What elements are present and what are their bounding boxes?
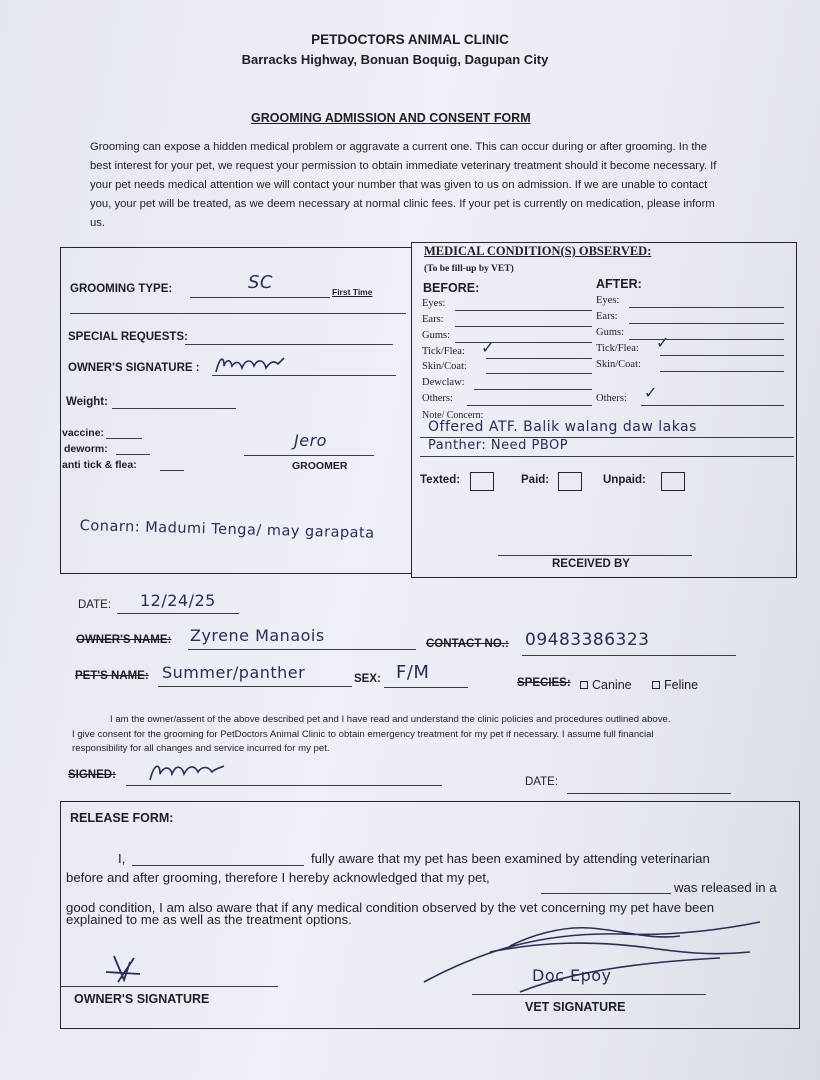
before-item-label: Tick/Flea: [422, 346, 465, 357]
species-feline-option[interactable] [652, 678, 698, 692]
before-item-line[interactable] [486, 358, 592, 359]
before-item-label: Skin/Coat: [422, 361, 467, 372]
note-line-1: Offered ATF. Balik walang daw lakas [428, 419, 697, 435]
after-item-label: Ears: [596, 311, 618, 322]
feline-checkbox[interactable] [652, 681, 660, 689]
medical-subtitle: (To be fill-up by VET) [424, 264, 514, 274]
before-label: BEFORE: [423, 281, 480, 295]
before-item-line[interactable] [474, 389, 592, 390]
grooming-type-label: GROOMING TYPE: [70, 283, 173, 295]
before-item-label: Others: [422, 393, 453, 404]
date-label: DATE: [78, 599, 112, 611]
after-item-line[interactable] [641, 405, 784, 406]
release-line-2b: was released in a [674, 880, 777, 895]
form-title: GROOMING ADMISSION AND CONSENT FORM [251, 111, 531, 125]
concern-note: Conarn: Madumi Tenga/ may garapata [79, 518, 375, 542]
paid-label: Paid: [521, 474, 550, 486]
groomer-value: Jero [294, 431, 327, 450]
texted-label: Texted: [420, 474, 461, 486]
before-item-line[interactable] [467, 405, 592, 406]
special-requests-label: SPECIAL REQUESTS: [68, 331, 188, 343]
consent-date-label: DATE: [525, 776, 559, 788]
unpaid-label: Unpaid: [603, 474, 646, 486]
note-line-2: Panther: Need PBOP [428, 438, 569, 453]
anti-tick-label: anti tick & flea: [62, 459, 137, 471]
consent-line-3: responsibility for all changes and service incurred for my pet. [72, 743, 330, 754]
grooming-type-value: SC [248, 272, 273, 293]
before-item-line[interactable] [455, 342, 592, 343]
clinic-address: Barracks Highway, Bonuan Boquig, Dagupan City [241, 52, 549, 67]
before-item-line[interactable] [486, 373, 592, 374]
clinic-name: PETDOCTORS ANIMAL CLINIC [311, 32, 509, 47]
before-item-line[interactable] [455, 310, 592, 311]
after-item-label: Gums: [596, 327, 625, 338]
intro-paragraph: Grooming can expose a hidden medical problem or aggravate a current one. This can occur during or after grooming. In the best interest for your pet, we request your permission to obtain immediate veterinary treatment should it become necessary. If your pet needs medical attention we will contact your number that was given to us on admission. If we are unable to contact you, your pet will be treated, as we deem necessary at normal clinic fees. If your pet is currently on medication, please inform us. [90, 141, 717, 229]
sex-value: F/M [396, 662, 430, 683]
feline-label: Feline [664, 678, 699, 692]
release-line-4: explained to me as well as the treatment options. [66, 912, 352, 927]
vet-signature-mark [420, 912, 780, 1002]
deworm-label: deworm: [64, 443, 108, 455]
before-item-label: Gums: [422, 330, 451, 341]
others-after-check: ✓ [644, 383, 658, 402]
pet-name-value: Summer/panther [162, 663, 306, 682]
canine-checkbox[interactable] [580, 681, 588, 689]
vet-name: Doc Epoy [532, 966, 612, 985]
release-line-3: good condition, I am also aware that if any medical condition observed by the vet concerning my pet have been [66, 900, 715, 915]
signed-label: SIGNED: [68, 769, 116, 781]
release-owner-signature-label: OWNER'S SIGNATURE [74, 992, 210, 1006]
signed-signature-mark [146, 760, 226, 784]
groomer-label: GROOMER [292, 460, 348, 472]
tick-flea-after-check: ✓ [656, 333, 670, 352]
consent-line-1: I am the owner/assent of the above described pet and I have read and understand the clinic policies and procedures outlined above. [110, 714, 671, 725]
after-item-label: Eyes: [596, 295, 620, 306]
release-line-1b: fully aware that my pet has been examined by attending veterinarian [311, 851, 710, 866]
sex-label: SEX: [354, 673, 381, 685]
species-canine-option[interactable] [580, 678, 632, 692]
texted-checkbox[interactable] [470, 472, 494, 491]
before-item-label: Dewclaw: [422, 377, 465, 388]
owner-signature-label: OWNER'S SIGNATURE : [68, 362, 200, 374]
weight-label: Weight: [66, 396, 108, 408]
medical-title: MEDICAL CONDITION(S) OBSERVED: [424, 244, 652, 258]
consent-line-2: I give consent for the grooming for PetDoctors Animal Clinic to obtain emergency treatment for my pet if necessary. I assume full financial [72, 729, 654, 740]
after-item-label: Skin/Coat: [596, 359, 641, 370]
contact-value: 09483386323 [525, 630, 650, 650]
canine-label: Canine [592, 678, 632, 692]
paid-checkbox[interactable] [558, 472, 582, 491]
after-item-line[interactable] [660, 355, 784, 356]
date-value: 12/24/25 [140, 591, 216, 610]
after-label: AFTER: [596, 277, 642, 291]
after-item-line[interactable] [660, 371, 784, 372]
before-item-line[interactable] [455, 326, 592, 327]
contact-label: CONTACT NO.: [426, 638, 509, 650]
first-time-label: First Time [332, 287, 373, 297]
species-label: SPECIES: [517, 677, 571, 689]
tick-flea-before-check: ✓ [481, 338, 495, 357]
unpaid-checkbox[interactable] [661, 472, 685, 491]
release-line-2a: before and after grooming, therefore I hereby acknowledged that my pet, [66, 870, 490, 885]
release-title: RELEASE FORM: [70, 811, 174, 825]
owner-name-value: Zyrene Manaois [190, 626, 325, 645]
after-item-label: Others: [596, 393, 627, 404]
pet-name-label: PET'S NAME: [75, 670, 149, 682]
after-item-label: Tick/Flea: [596, 343, 639, 354]
note-label: Note/ Concern: [422, 410, 484, 421]
vaccine-label: vaccine: [62, 427, 105, 439]
before-item-label: Eyes: [422, 298, 446, 309]
received-by-label: RECEIVED BY [552, 558, 630, 570]
owner-signature-mark [214, 354, 288, 376]
release-line-1a: I, [118, 851, 126, 866]
vet-signature-label: VET SIGNATURE [525, 1000, 626, 1014]
after-item-line[interactable] [629, 339, 784, 340]
owner-name-label: OWNER'S NAME: [76, 634, 172, 646]
before-item-label: Ears: [422, 314, 444, 325]
after-item-line[interactable] [629, 323, 784, 324]
after-item-line[interactable] [629, 307, 784, 308]
